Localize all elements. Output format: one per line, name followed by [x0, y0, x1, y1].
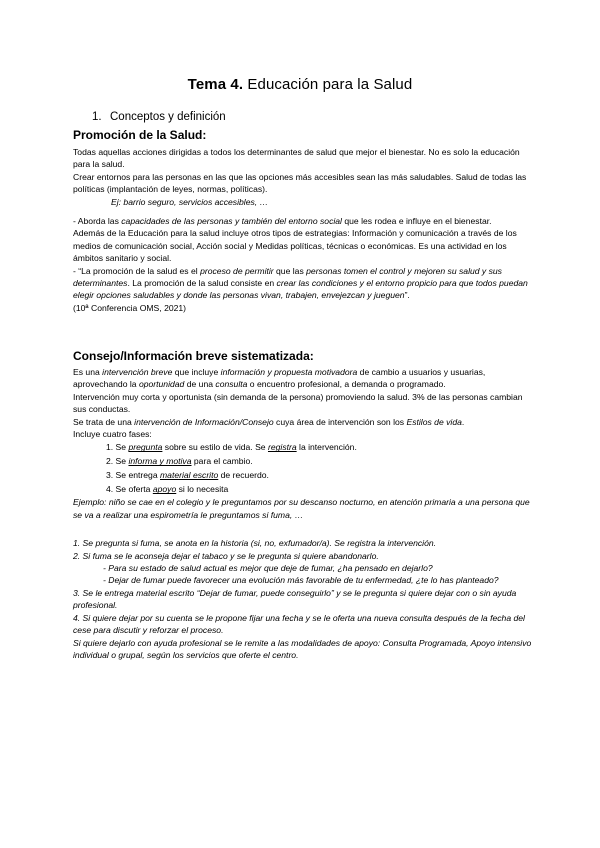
- paragraph: Crear entornos para las personas en las que las opciones más accesibles sean las más saludables. Salud de todas las políticas (implantación de leyes, normas, políticas).: [73, 171, 527, 195]
- example-step: Si quiere dejarlo con ayuda profesional se le remite a las modalidades de apoyo: Consulta Programada, Apoyo intensivo individual o grupal, según los servicios que oferte el centro.: [73, 637, 532, 660]
- example-step: 2. Si fuma se le aconseja dejar el tabaco y se le pregunta si quiere abandonarlo.: [73, 550, 379, 561]
- paragraph: Se trata de una intervención de Información/Consejo cuya área de intervención son los Estilos de vida.: [73, 416, 465, 427]
- list-item: 4. Se oferta apoyo si lo necesita: [106, 484, 229, 495]
- example-paragraph: Ejemplo: niño se cae en el colegio y le preguntamos por su descanso nocturno, en atención primaria a una persona que se va a realizar una espirometría le preguntamos si fuma, …: [73, 497, 530, 520]
- example-line: Ej: barrio seguro, servicios accesibles, …: [111, 196, 269, 207]
- example-step: 1. Se pregunta si fuma, se anota en la historia (si, no, exfumador/a). Se registra la intervención.: [73, 538, 437, 549]
- list-item: 3. Se entrega material escrito de recuerdo.: [106, 470, 269, 481]
- paragraph: Intervención muy corta y oportunista (sin demanda de la persona) promoviendo la salud. 3% de las personas cambian sus conductas.: [73, 391, 523, 415]
- quote-paragraph: - “La promoción de la salud es el proceso de permitir que las personas tomen el control y mejoren su salud y sus determinantes. La promoción de la salud consiste en crear las condiciones y el entorno propicio para que todos puedan elegir opciones saludables y donde las personas vivan, trabajen, envejezcan y jueguen”.: [73, 265, 528, 301]
- section-heading: [92, 111, 226, 123]
- list-item: 2. Se informa y motiva para el cambio.: [106, 456, 253, 467]
- example-step: 3. Se le entrega material escrito “Dejar de fumar, puede conseguirlo” y se le pregunta si quiere dejar con o sin ayuda profesional.: [73, 587, 517, 611]
- title-text: Educación para la Salud: [243, 76, 413, 93]
- section-number: 1.: [92, 111, 102, 123]
- consejo-heading: Consejo/Información breve sistematizada:: [73, 349, 314, 363]
- section-label: Conceptos y definición: [110, 111, 226, 123]
- paragraph: Incluye cuatro fases:: [73, 429, 152, 440]
- paragraph: - Aborda las capacidades de las personas y también del entorno social que les rodea e influye en el bienestar.: [73, 216, 492, 227]
- phases-list: [73, 440, 533, 496]
- title-number: Tema 4.: [187, 76, 244, 93]
- example-substep: - Dejar de fumar puede favorecer una evolución más favorable de tu enfermedad, ¿te lo has planteado?: [103, 575, 499, 586]
- paragraph: Es una intervención breve que incluye información y propuesta motivadora de cambio a usuarios y usuarias, aprovechando la oportunidad de una consulta o encuentro profesional, a demanda o programado.: [73, 367, 486, 390]
- source-citation: (10ª Conferencia OMS, 2021): [73, 302, 187, 313]
- promocion-heading: Promoción de la Salud:: [73, 128, 207, 142]
- example-substep: - Para su estado de salud actual es mejor que deje de fumar, ¿ha pensado en dejarlo?: [103, 563, 433, 574]
- consejo-body: [73, 366, 533, 661]
- list-item: 1. Se pregunta sobre su estilo de vida. Se registra la intervención.: [106, 442, 357, 453]
- page-title: [0, 76, 600, 93]
- paragraph: Todas aquellas acciones dirigidas a todos los determinantes de salud que mejor el bienestar. No es solo la educación para la salud.: [73, 147, 520, 170]
- example-step: 4. Si quiere dejar por su cuenta se le propone fijar una fecha y se le oferta una nueva consulta después de la fecha del cese para discutir y reforzar el proceso.: [73, 612, 525, 636]
- promocion-body: [73, 146, 533, 314]
- paragraph: Además de la Educación para la salud incluye otros tipos de estrategias: Información y comunicación a través de los medios de comunicación social, Acción social y Medidas políticas, técnicas o económicas. Es una actividad en los ámbitos sanitario y social.: [73, 228, 517, 264]
